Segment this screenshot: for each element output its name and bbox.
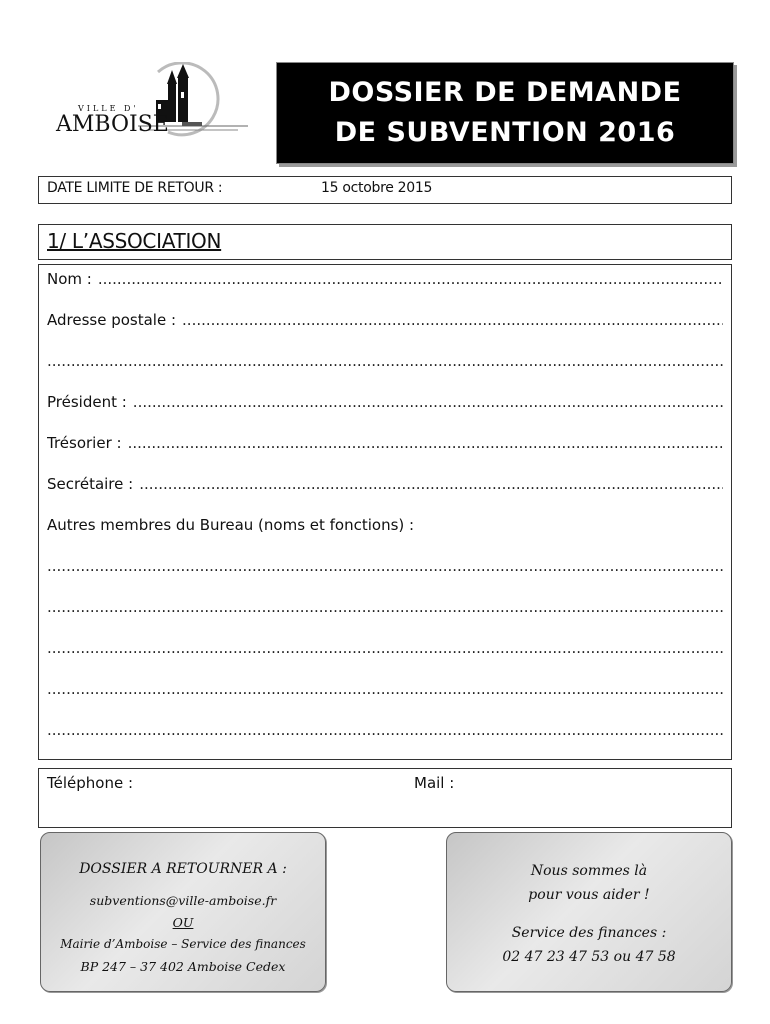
title-line-1: DOSSIER DE DEMANDE xyxy=(328,77,682,108)
fill-line xyxy=(139,475,723,493)
return-email: subventions@ville-amboise.fr xyxy=(89,893,277,908)
return-address-line-2: BP 247 – 37 402 Amboise Cedex xyxy=(80,959,286,974)
secretaire-field[interactable] xyxy=(47,475,723,493)
logo-name-text: AMBOISE xyxy=(56,112,169,137)
help-line-2: pour vous aider ! xyxy=(528,887,650,903)
adresse-line-2-field[interactable] xyxy=(47,352,723,370)
telephone-field[interactable]: Téléphone : xyxy=(47,774,134,792)
city-logo xyxy=(50,60,250,150)
title-line-2: DE SUBVENTION 2016 xyxy=(334,117,676,148)
autres-membres-line-2[interactable] xyxy=(47,598,723,616)
fill-line xyxy=(133,393,723,411)
autres-membres-line-4[interactable] xyxy=(47,680,723,698)
tresorier-field[interactable] xyxy=(47,434,723,452)
adresse-label: Adresse postale : xyxy=(47,311,177,329)
tresorier-label: Trésorier : xyxy=(47,434,122,452)
return-address-line-1: Mairie d’Amboise – Service des finances xyxy=(60,937,306,951)
fill-line xyxy=(47,598,723,616)
fill-line xyxy=(182,311,723,329)
fill-line xyxy=(98,270,723,288)
deadline-value: 15 octobre 2015 xyxy=(321,180,433,196)
document-title-box xyxy=(276,62,734,164)
autres-membres-label-row xyxy=(47,516,723,534)
adresse-field[interactable] xyxy=(47,311,723,329)
president-field[interactable] xyxy=(47,393,723,411)
nom-field[interactable] xyxy=(47,270,723,288)
secretaire-label: Secrétaire : xyxy=(47,475,134,493)
fill-line xyxy=(47,639,723,657)
association-fields-box xyxy=(38,264,732,760)
autres-membres-line-3[interactable] xyxy=(47,639,723,657)
fill-line xyxy=(128,434,723,452)
logo-ville-text: VILLE D' xyxy=(78,104,139,113)
president-label: Président : xyxy=(47,393,127,411)
section-title: 1/ L’ASSOCIATION xyxy=(47,229,222,253)
deadline-label: DATE LIMITE DE RETOUR : xyxy=(47,180,223,196)
return-heading: DOSSIER A RETOURNER A : xyxy=(79,861,287,877)
fill-line xyxy=(47,352,723,370)
return-address-box xyxy=(40,832,326,992)
deadline-box xyxy=(38,176,732,204)
autres-membres-line-1[interactable] xyxy=(47,557,723,575)
autres-membres-line-5[interactable] xyxy=(47,721,723,739)
return-or: OU xyxy=(172,915,194,930)
fill-line xyxy=(47,557,723,575)
autres-membres-label: Autres membres du Bureau (noms et fonctions) : xyxy=(47,516,415,534)
fill-line xyxy=(47,721,723,739)
section-header-box xyxy=(38,224,732,260)
help-service: Service des finances : xyxy=(511,925,667,941)
mail-field[interactable]: Mail : xyxy=(414,774,455,792)
fill-line xyxy=(47,680,723,698)
help-line-1: Nous sommes là xyxy=(530,863,648,879)
nom-label: Nom : xyxy=(47,270,92,288)
help-phones: 02 47 23 47 53 ou 47 58 xyxy=(502,949,676,965)
contact-box xyxy=(38,768,732,828)
help-info-box xyxy=(446,832,732,992)
